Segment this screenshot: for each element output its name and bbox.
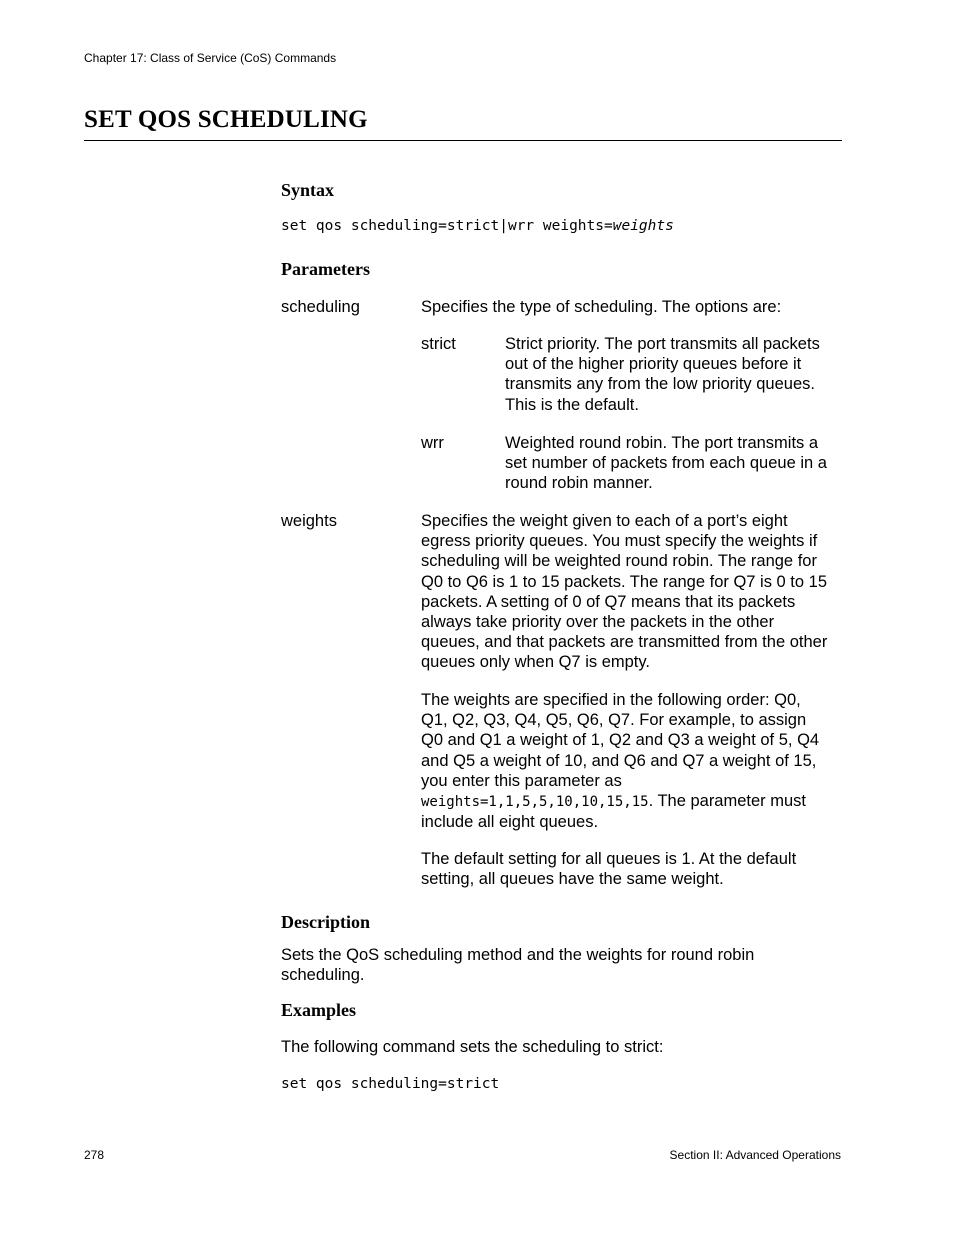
option-strict-line: Strict priority. The port transmits all packets bbox=[505, 335, 820, 353]
param-scheduling-name: scheduling bbox=[281, 298, 360, 316]
weights-para1-line: egress priority queues. You must specify the weights if bbox=[421, 532, 818, 551]
examples-heading: Examples bbox=[281, 1000, 357, 1020]
description-line: Sets the QoS scheduling method and the weights for round robin bbox=[281, 946, 755, 964]
syntax-command bbox=[281, 218, 674, 234]
weights-para2-line: and Q5 a weight of 10, and Q6 and Q7 a weight of 15, bbox=[421, 751, 817, 770]
weights-para2-line: include all eight queues. bbox=[421, 813, 599, 832]
weights-para2-line: Q0 and Q1 a weight of 1, Q2 and Q3 a weight of 5, Q4 bbox=[421, 731, 820, 750]
option-strict-name: strict bbox=[421, 335, 456, 353]
weights-para2-line: Q1, Q2, Q3, Q4, Q5, Q6, Q7. For example, to assign bbox=[421, 711, 807, 730]
weights-para2-code-line bbox=[421, 791, 819, 812]
param-weights-para2 bbox=[421, 690, 819, 832]
description-line: scheduling. bbox=[281, 966, 365, 985]
running-head: Chapter 17: Class of Service (CoS) Commands bbox=[84, 51, 337, 65]
weights-para1-line: packets. A setting of 0 of Q7 means that its packets bbox=[421, 592, 796, 611]
weights-para1-line: always take priority over the packets in the other bbox=[421, 613, 775, 632]
option-wrr-line: Weighted round robin. The port transmits a bbox=[505, 434, 819, 452]
option-wrr-desc bbox=[505, 433, 827, 494]
weights-example-code: weights=1,1,5,5,10,10,15,15 bbox=[421, 794, 649, 811]
description-text bbox=[281, 945, 754, 985]
page-title: SET QOS SCHEDULING bbox=[84, 106, 368, 133]
option-strict-line: This is the default. bbox=[505, 395, 639, 414]
param-scheduling-desc: Specifies the type of scheduling. The options are: bbox=[421, 298, 782, 316]
option-wrr-name: wrr bbox=[421, 434, 444, 452]
parameters-heading: Parameters bbox=[281, 259, 370, 279]
title-rule bbox=[84, 140, 842, 141]
option-strict-line: out of the higher priority queues before it bbox=[505, 355, 802, 374]
option-wrr-line: set number of packets from each queue in a bbox=[505, 454, 827, 473]
syntax-command-arg: weights bbox=[612, 218, 674, 234]
weights-para1-line: queues only when Q7 is empty. bbox=[421, 653, 650, 672]
footer-section: Section II: Advanced Operations bbox=[669, 1148, 841, 1162]
weights-para1-line: Q0 to Q6 is 1 to 15 packets. The range for Q7 is 0 to 15 bbox=[421, 572, 828, 591]
weights-para1-line: queues, and that packets are transmitted from the other bbox=[421, 633, 828, 652]
weights-para2-line: The weights are specified in the following order: Q0, bbox=[421, 691, 801, 709]
option-strict-line: transmits any from the low priority queues. bbox=[505, 375, 815, 394]
weights-para1-line: scheduling will be weighted round robin. The range for bbox=[421, 552, 817, 571]
syntax-command-prefix: set qos scheduling=strict|wrr weights= bbox=[281, 218, 613, 234]
option-wrr-line: round robin manner. bbox=[505, 474, 653, 493]
weights-para3-line: The default setting for all queues is 1. At the default bbox=[421, 850, 797, 868]
param-weights-para3 bbox=[421, 849, 796, 889]
param-weights-name: weights bbox=[281, 512, 337, 530]
weights-para2-line: you enter this parameter as bbox=[421, 771, 622, 790]
param-weights-para1 bbox=[421, 511, 827, 673]
weights-example-tail: . The parameter must bbox=[648, 792, 807, 811]
examples-intro: The following command sets the scheduling to strict: bbox=[281, 1038, 664, 1056]
footer-page-number: 278 bbox=[84, 1148, 105, 1162]
examples-command: set qos scheduling=strict bbox=[281, 1076, 500, 1092]
option-strict-desc bbox=[505, 334, 820, 415]
description-heading: Description bbox=[281, 912, 370, 932]
syntax-heading: Syntax bbox=[281, 180, 335, 200]
weights-para1-line: Specifies the weight given to each of a port’s eight bbox=[421, 512, 788, 530]
weights-para3-line: setting, all queues have the same weight. bbox=[421, 870, 724, 889]
